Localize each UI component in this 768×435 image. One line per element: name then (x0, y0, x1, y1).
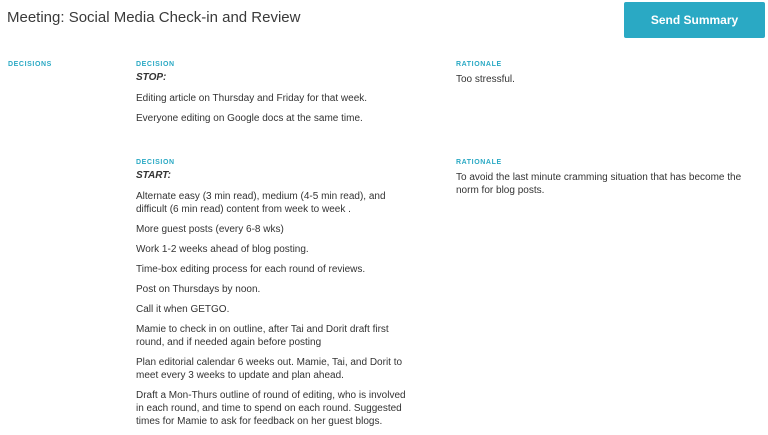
decision-item: Time-box editing process for each round of reviews. (136, 264, 366, 275)
decision-heading: STOP: (136, 72, 167, 83)
decision-label: DECISION (136, 159, 175, 166)
meeting-title: Meeting: Social Media Check-in and Review (7, 9, 301, 26)
decision-item: Post on Thursdays by noon. (136, 284, 261, 295)
decision-block-stop (136, 60, 416, 132)
decision-item: Alternate easy (3 min read), medium (4-5 min read), and difficult (6 min read) content from week to week . (136, 191, 386, 215)
decision-label: DECISION (136, 61, 175, 68)
decisions-section-label: DECISIONS (8, 61, 52, 68)
decision-item: Plan editorial calendar 6 weeks out. Mamie, Tai, and Dorit to meet every 3 weeks to update and plan ahead. (136, 357, 403, 381)
rationale-label: RATIONALE (456, 159, 502, 166)
decision-item: More guest posts (every 6-8 wks) (136, 224, 284, 235)
decision-item: Call it when GETGO. (136, 304, 230, 315)
decision-item: Draft a Mon-Thurs outline of round of editing, who is involved in each round, and time to spend on each round. Suggested times for Mamie to ask for feedback on her guest blogs. (136, 390, 406, 427)
decision-heading: START: (136, 170, 171, 181)
decision-item: Work 1-2 weeks ahead of blog posting. (136, 244, 309, 255)
rationale-text: Too stressful. (456, 74, 515, 85)
decision-block-start (136, 158, 416, 435)
rationale-label: RATIONALE (456, 61, 502, 68)
rationale-text: To avoid the last minute cramming situation that has become the norm for blog posts. (456, 172, 742, 196)
send-summary-button[interactable]: Send Summary (624, 2, 765, 38)
rationale-block-stop (456, 60, 756, 86)
decision-item: Everyone editing on Google docs at the same time. (136, 113, 363, 124)
decision-item: Editing article on Thursday and Friday for that week. (136, 93, 368, 104)
decision-item: Mamie to check in on outline, after Tai and Dorit draft first round, and if needed again before posting (136, 324, 389, 348)
rationale-block-start (456, 158, 756, 197)
